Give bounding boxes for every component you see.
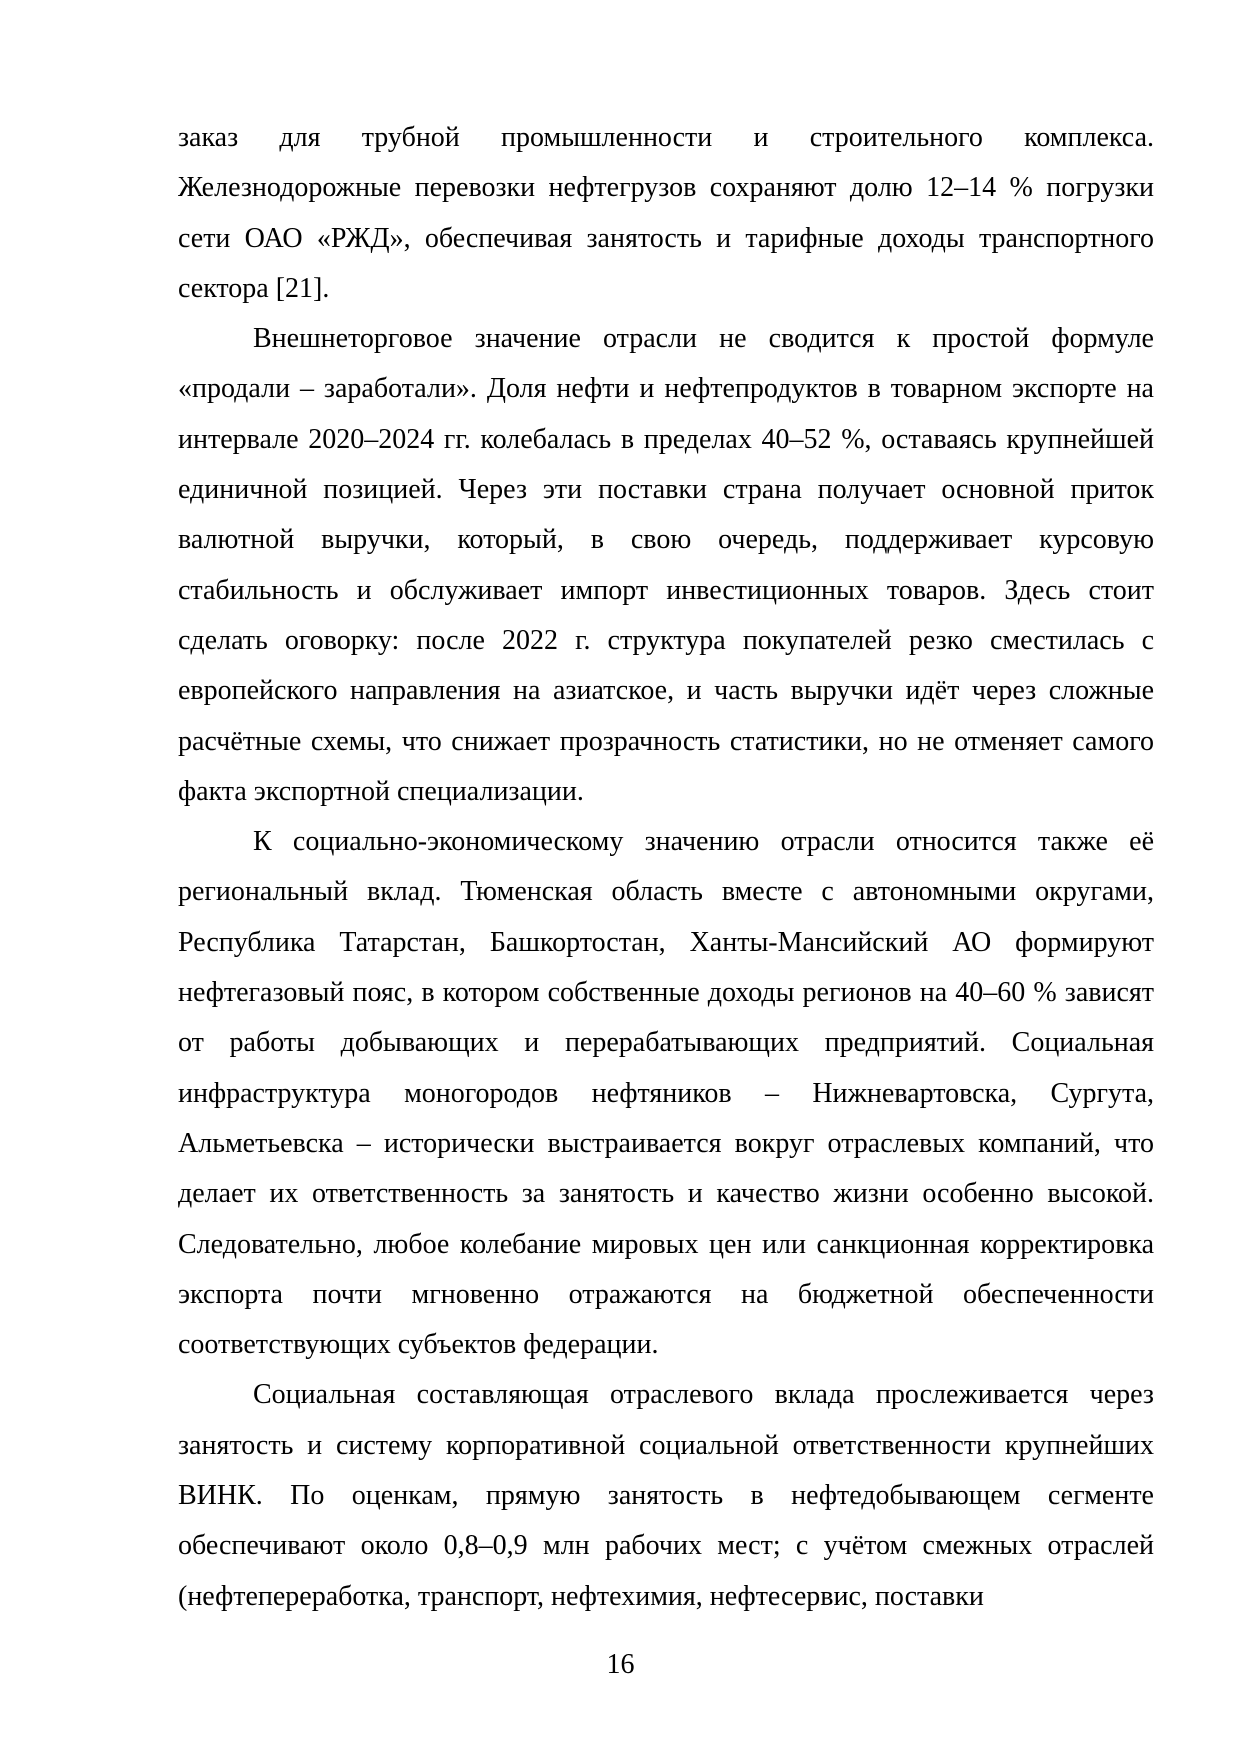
paragraph-social-component: Социальная составляющая отраслевого вклада прослеживается через занятость и систему корпоративной социальной ответственности крупнейших ВИНК. По оценкам, прямую занятость в нефтедобывающем сегменте обеспечивают около 0,8–0,9 млн рабочих мест; с учётом смежных отраслей (нефтепереработка, транспорт, нефтехимия, нефтесервис, поставки bbox=[178, 1379, 1154, 1612]
page-number: 16 bbox=[606, 1649, 635, 1680]
paragraph-regional-contribution: К социально-экономическому значению отрасли относится также её региональный вклад. Тюменская область вместе с автономными округами, Республика Татарстан, Башкортостан, Ханты-Мансийский АО формируют нефтегазовый пояс, в котором собственные доходы регионов на 40–60 % зависят от работы добывающих и перерабатывающих предприятий. Социальная инфраструктура моногородов нефтяников – Нижневартовска, Сургута, Альметьевска – исторически выстраивается вокруг отраслевых компаний, что делает их ответственность за занятость и качество жизни особенно высокой. Следовательно, любое колебание мировых цен или санкционная корректировка экспорта почти мгновенно отражаются на бюджетной обеспеченности соответствующих субъектов федерации. bbox=[178, 826, 1154, 1361]
page-body bbox=[178, 113, 1154, 1622]
paragraph-foreign-trade: Внешнеторговое значение отрасли не сводится к простой формуле «продали – заработали». Доля нефти и нефтепродуктов в товарном экспорте на интервале 2020–2024 гг. колебалась в пределах 40–52 %, оставаясь крупнейшей единичной позицией. Через эти поставки страна получает основной приток валютной выручки, который, в свою очередь, поддерживает курсовую стабильность и обслуживает импорт инвестиционных товаров. Здесь стоит сделать оговорку: после 2022 г. структура покупателей резко сместилась с европейского направления на азиатское, и часть выручки идёт через сложные расчётные схемы, что снижает прозрачность статистики, но не отменяет самого факта экспортной специализации. bbox=[178, 323, 1154, 807]
paragraph-continued: заказ для трубной промышленности и строительного комплекса. Железнодорожные перевозки нефтегрузов сохраняют долю 12–14 % погрузки сети ОАО «РЖД», обеспечивая занятость и тарифные доходы транспортного сектора [21]. bbox=[178, 122, 1154, 304]
